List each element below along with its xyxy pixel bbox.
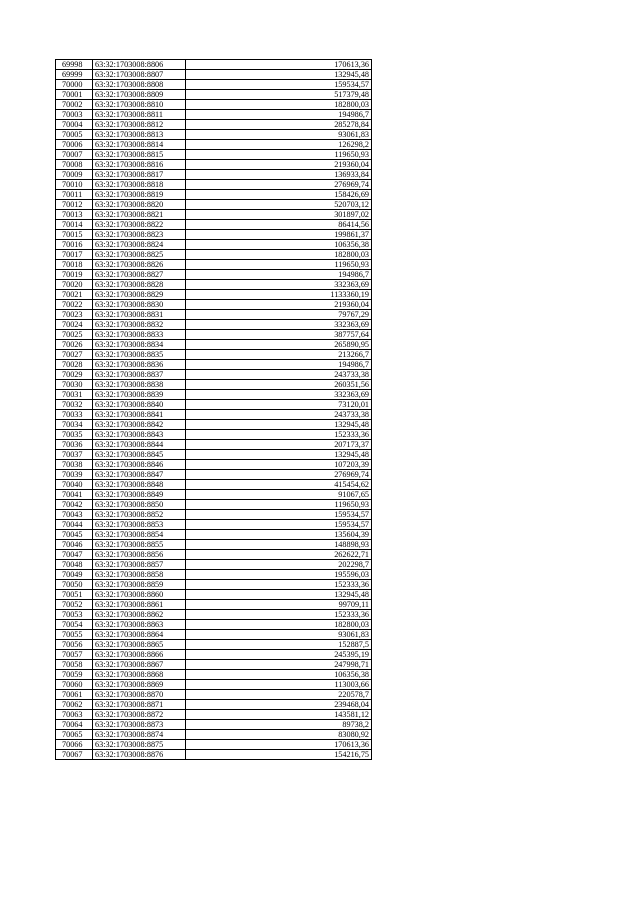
table-row xyxy=(56,230,372,240)
cadastral-number-cell: 63:32:1703008:8810 xyxy=(93,100,186,110)
row-index-cell: 70065 xyxy=(56,730,93,740)
value-cell: 194986,7 xyxy=(186,110,372,120)
value-cell: 387757,64 xyxy=(186,330,372,340)
value-cell: 159534,57 xyxy=(186,510,372,520)
table-row xyxy=(56,150,372,160)
table-row xyxy=(56,480,372,490)
cadastral-number-cell: 63:32:1703008:8824 xyxy=(93,240,186,250)
table-row xyxy=(56,270,372,280)
table-row xyxy=(56,740,372,750)
value-cell: 332363,69 xyxy=(186,280,372,290)
row-index-cell: 70046 xyxy=(56,540,93,550)
cadastral-number-cell: 63:32:1703008:8806 xyxy=(93,60,186,70)
value-cell: 194986,7 xyxy=(186,270,372,280)
value-cell: 148898,93 xyxy=(186,540,372,550)
row-index-cell: 70030 xyxy=(56,380,93,390)
cadastral-number-cell: 63:32:1703008:8867 xyxy=(93,660,186,670)
table-row xyxy=(56,530,372,540)
table-row xyxy=(56,650,372,660)
cadastral-number-cell: 63:32:1703008:8829 xyxy=(93,290,186,300)
value-cell: 143581,12 xyxy=(186,710,372,720)
cadastral-number-cell: 63:32:1703008:8842 xyxy=(93,420,186,430)
cadastral-number-cell: 63:32:1703008:8838 xyxy=(93,380,186,390)
row-index-cell: 70009 xyxy=(56,170,93,180)
value-cell: 107203,39 xyxy=(186,460,372,470)
value-cell: 152333,36 xyxy=(186,580,372,590)
table-row xyxy=(56,70,372,80)
value-cell: 89738,2 xyxy=(186,720,372,730)
table-row xyxy=(56,580,372,590)
table-row xyxy=(56,700,372,710)
row-index-cell: 70061 xyxy=(56,690,93,700)
cadastral-number-cell: 63:32:1703008:8836 xyxy=(93,360,186,370)
row-index-cell: 70054 xyxy=(56,620,93,630)
cadastral-number-cell: 63:32:1703008:8813 xyxy=(93,130,186,140)
row-index-cell: 70026 xyxy=(56,340,93,350)
table-row xyxy=(56,520,372,530)
table-row xyxy=(56,310,372,320)
table-row xyxy=(56,160,372,170)
table-row xyxy=(56,610,372,620)
cadastral-number-cell: 63:32:1703008:8862 xyxy=(93,610,186,620)
table-row xyxy=(56,210,372,220)
cadastral-number-cell: 63:32:1703008:8822 xyxy=(93,220,186,230)
cadastral-number-cell: 63:32:1703008:8876 xyxy=(93,750,186,760)
cadastral-number-cell: 63:32:1703008:8823 xyxy=(93,230,186,240)
value-cell: 136933,84 xyxy=(186,170,372,180)
value-cell: 93061,83 xyxy=(186,130,372,140)
table-row xyxy=(56,420,372,430)
value-cell: 119650,93 xyxy=(186,260,372,270)
value-cell: 202298,7 xyxy=(186,560,372,570)
value-cell: 132945,48 xyxy=(186,450,372,460)
table-row xyxy=(56,570,372,580)
row-index-cell: 70002 xyxy=(56,100,93,110)
row-index-cell: 70025 xyxy=(56,330,93,340)
value-cell: 194986,7 xyxy=(186,360,372,370)
row-index-cell: 70013 xyxy=(56,210,93,220)
table-row xyxy=(56,300,372,310)
value-cell: 262622,71 xyxy=(186,550,372,560)
cadastral-number-cell: 63:32:1703008:8834 xyxy=(93,340,186,350)
row-index-cell: 70020 xyxy=(56,280,93,290)
row-index-cell: 70022 xyxy=(56,300,93,310)
cadastral-number-cell: 63:32:1703008:8827 xyxy=(93,270,186,280)
value-cell: 260351,56 xyxy=(186,380,372,390)
row-index-cell: 70005 xyxy=(56,130,93,140)
row-index-cell: 70023 xyxy=(56,310,93,320)
value-cell: 152887,5 xyxy=(186,640,372,650)
cadastral-number-cell: 63:32:1703008:8808 xyxy=(93,80,186,90)
cadastral-number-cell: 63:32:1703008:8856 xyxy=(93,550,186,560)
cadastral-number-cell: 63:32:1703008:8859 xyxy=(93,580,186,590)
value-cell: 99709,11 xyxy=(186,600,372,610)
value-cell: 182800,03 xyxy=(186,100,372,110)
table-row xyxy=(56,120,372,130)
value-cell: 520703,12 xyxy=(186,200,372,210)
row-index-cell: 70038 xyxy=(56,460,93,470)
table-row xyxy=(56,60,372,70)
value-cell: 276969,74 xyxy=(186,470,372,480)
row-index-cell: 70011 xyxy=(56,190,93,200)
value-cell: 106356,38 xyxy=(186,670,372,680)
value-cell: 91067,65 xyxy=(186,490,372,500)
row-index-cell: 70015 xyxy=(56,230,93,240)
value-cell: 159534,57 xyxy=(186,80,372,90)
value-cell: 152333,36 xyxy=(186,610,372,620)
cadastral-number-cell: 63:32:1703008:8875 xyxy=(93,740,186,750)
cadastral-value-table xyxy=(55,59,372,760)
row-index-cell: 70064 xyxy=(56,720,93,730)
cadastral-number-cell: 63:32:1703008:8830 xyxy=(93,300,186,310)
row-index-cell: 70008 xyxy=(56,160,93,170)
cadastral-number-cell: 63:32:1703008:8816 xyxy=(93,160,186,170)
value-cell: 132945,48 xyxy=(186,590,372,600)
table-row xyxy=(56,180,372,190)
row-index-cell: 70066 xyxy=(56,740,93,750)
table-row xyxy=(56,710,372,720)
cadastral-number-cell: 63:32:1703008:8835 xyxy=(93,350,186,360)
table-row xyxy=(56,330,372,340)
row-index-cell: 70037 xyxy=(56,450,93,460)
row-index-cell: 70047 xyxy=(56,550,93,560)
table-row xyxy=(56,450,372,460)
value-cell: 135604,39 xyxy=(186,530,372,540)
cadastral-number-cell: 63:32:1703008:8863 xyxy=(93,620,186,630)
cadastral-number-cell: 63:32:1703008:8814 xyxy=(93,140,186,150)
cadastral-number-cell: 63:32:1703008:8809 xyxy=(93,90,186,100)
cadastral-number-cell: 63:32:1703008:8849 xyxy=(93,490,186,500)
row-index-cell: 70052 xyxy=(56,600,93,610)
table-row xyxy=(56,190,372,200)
table-row xyxy=(56,470,372,480)
cadastral-number-cell: 63:32:1703008:8853 xyxy=(93,520,186,530)
row-index-cell: 70059 xyxy=(56,670,93,680)
row-index-cell: 70042 xyxy=(56,500,93,510)
cadastral-number-cell: 63:32:1703008:8811 xyxy=(93,110,186,120)
table-row xyxy=(56,590,372,600)
table-row xyxy=(56,200,372,210)
row-index-cell: 70036 xyxy=(56,440,93,450)
row-index-cell: 69998 xyxy=(56,60,93,70)
table-row xyxy=(56,690,372,700)
cadastral-number-cell: 63:32:1703008:8866 xyxy=(93,650,186,660)
cadastral-number-cell: 63:32:1703008:8847 xyxy=(93,470,186,480)
table-row xyxy=(56,410,372,420)
row-index-cell: 70012 xyxy=(56,200,93,210)
table-row xyxy=(56,510,372,520)
table-row xyxy=(56,170,372,180)
row-index-cell: 70027 xyxy=(56,350,93,360)
table-row xyxy=(56,360,372,370)
cadastral-number-cell: 63:32:1703008:8852 xyxy=(93,510,186,520)
value-cell: 73120,01 xyxy=(186,400,372,410)
row-index-cell: 70003 xyxy=(56,110,93,120)
table-row xyxy=(56,680,372,690)
table-row xyxy=(56,400,372,410)
value-cell: 243733,38 xyxy=(186,410,372,420)
cadastral-number-cell: 63:32:1703008:8873 xyxy=(93,720,186,730)
row-index-cell: 70050 xyxy=(56,580,93,590)
cadastral-number-cell: 63:32:1703008:8850 xyxy=(93,500,186,510)
value-cell: 106356,38 xyxy=(186,240,372,250)
cadastral-number-cell: 63:32:1703008:8819 xyxy=(93,190,186,200)
row-index-cell: 70021 xyxy=(56,290,93,300)
table-row xyxy=(56,550,372,560)
value-cell: 247998,71 xyxy=(186,660,372,670)
cadastral-number-cell: 63:32:1703008:8821 xyxy=(93,210,186,220)
row-index-cell: 70007 xyxy=(56,150,93,160)
cadastral-number-cell: 63:32:1703008:8840 xyxy=(93,400,186,410)
value-cell: 159534,57 xyxy=(186,520,372,530)
value-cell: 86414,56 xyxy=(186,220,372,230)
cadastral-number-cell: 63:32:1703008:8837 xyxy=(93,370,186,380)
value-cell: 93061,83 xyxy=(186,630,372,640)
table-row xyxy=(56,670,372,680)
row-index-cell: 70045 xyxy=(56,530,93,540)
row-index-cell: 70032 xyxy=(56,400,93,410)
cadastral-number-cell: 63:32:1703008:8872 xyxy=(93,710,186,720)
table-row xyxy=(56,350,372,360)
value-cell: 195596,03 xyxy=(186,570,372,580)
table-row xyxy=(56,80,372,90)
table-row xyxy=(56,110,372,120)
cadastral-number-cell: 63:32:1703008:8865 xyxy=(93,640,186,650)
table-row xyxy=(56,260,372,270)
value-cell: 219360,04 xyxy=(186,300,372,310)
table-row xyxy=(56,720,372,730)
cadastral-number-cell: 63:32:1703008:8855 xyxy=(93,540,186,550)
table-row xyxy=(56,320,372,330)
row-index-cell: 70024 xyxy=(56,320,93,330)
row-index-cell: 70014 xyxy=(56,220,93,230)
row-index-cell: 70043 xyxy=(56,510,93,520)
value-cell: 113003,66 xyxy=(186,680,372,690)
table-row xyxy=(56,440,372,450)
cadastral-number-cell: 63:32:1703008:8858 xyxy=(93,570,186,580)
row-index-cell: 70060 xyxy=(56,680,93,690)
value-cell: 245395,19 xyxy=(186,650,372,660)
cadastral-number-cell: 63:32:1703008:8826 xyxy=(93,260,186,270)
row-index-cell: 70057 xyxy=(56,650,93,660)
table-row xyxy=(56,390,372,400)
table-row xyxy=(56,370,372,380)
cadastral-number-cell: 63:32:1703008:8831 xyxy=(93,310,186,320)
row-index-cell: 70001 xyxy=(56,90,93,100)
table-row xyxy=(56,630,372,640)
value-cell: 158426,69 xyxy=(186,190,372,200)
table-row xyxy=(56,730,372,740)
value-cell: 199861,37 xyxy=(186,230,372,240)
value-cell: 239468,04 xyxy=(186,700,372,710)
row-index-cell: 70017 xyxy=(56,250,93,260)
row-index-cell: 70051 xyxy=(56,590,93,600)
value-cell: 276969,74 xyxy=(186,180,372,190)
table-body xyxy=(56,60,372,760)
table-row xyxy=(56,540,372,550)
value-cell: 220578,7 xyxy=(186,690,372,700)
row-index-cell: 70055 xyxy=(56,630,93,640)
table-row xyxy=(56,750,372,760)
cadastral-number-cell: 63:32:1703008:8869 xyxy=(93,680,186,690)
row-index-cell: 70006 xyxy=(56,140,93,150)
value-cell: 415454,62 xyxy=(186,480,372,490)
table-row xyxy=(56,560,372,570)
table-row xyxy=(56,220,372,230)
value-cell: 126298,2 xyxy=(186,140,372,150)
value-cell: 207173,37 xyxy=(186,440,372,450)
table-row xyxy=(56,100,372,110)
value-cell: 132945,48 xyxy=(186,420,372,430)
table-row xyxy=(56,460,372,470)
value-cell: 154216,75 xyxy=(186,750,372,760)
cadastral-number-cell: 63:32:1703008:8841 xyxy=(93,410,186,420)
table-row xyxy=(56,600,372,610)
row-index-cell: 70034 xyxy=(56,420,93,430)
row-index-cell: 70004 xyxy=(56,120,93,130)
cadastral-number-cell: 63:32:1703008:8817 xyxy=(93,170,186,180)
row-index-cell: 70033 xyxy=(56,410,93,420)
table-row xyxy=(56,380,372,390)
table-row xyxy=(56,240,372,250)
cadastral-number-cell: 63:32:1703008:8839 xyxy=(93,390,186,400)
cadastral-number-cell: 63:32:1703008:8871 xyxy=(93,700,186,710)
cadastral-number-cell: 63:32:1703008:8860 xyxy=(93,590,186,600)
value-cell: 182800,03 xyxy=(186,620,372,630)
table-row xyxy=(56,130,372,140)
value-cell: 182800,03 xyxy=(186,250,372,260)
cadastral-number-cell: 63:32:1703008:8857 xyxy=(93,560,186,570)
cadastral-number-cell: 63:32:1703008:8845 xyxy=(93,450,186,460)
row-index-cell: 70031 xyxy=(56,390,93,400)
table-row xyxy=(56,250,372,260)
value-cell: 79767,29 xyxy=(186,310,372,320)
cadastral-number-cell: 63:32:1703008:8843 xyxy=(93,430,186,440)
cadastral-number-cell: 63:32:1703008:8833 xyxy=(93,330,186,340)
value-cell: 132945,48 xyxy=(186,70,372,80)
value-cell: 332363,69 xyxy=(186,320,372,330)
row-index-cell: 70044 xyxy=(56,520,93,530)
cadastral-number-cell: 63:32:1703008:8820 xyxy=(93,200,186,210)
value-cell: 170613,36 xyxy=(186,740,372,750)
row-index-cell: 69999 xyxy=(56,70,93,80)
value-cell: 83080,92 xyxy=(186,730,372,740)
table-row xyxy=(56,660,372,670)
cadastral-number-cell: 63:32:1703008:8815 xyxy=(93,150,186,160)
cadastral-number-cell: 63:32:1703008:8818 xyxy=(93,180,186,190)
row-index-cell: 70058 xyxy=(56,660,93,670)
row-index-cell: 70056 xyxy=(56,640,93,650)
value-cell: 265890,95 xyxy=(186,340,372,350)
row-index-cell: 70067 xyxy=(56,750,93,760)
cadastral-number-cell: 63:32:1703008:8832 xyxy=(93,320,186,330)
value-cell: 119650,93 xyxy=(186,150,372,160)
cadastral-number-cell: 63:32:1703008:8861 xyxy=(93,600,186,610)
row-index-cell: 70018 xyxy=(56,260,93,270)
cadastral-number-cell: 63:32:1703008:8807 xyxy=(93,70,186,80)
value-cell: 1133360,19 xyxy=(186,290,372,300)
cadastral-number-cell: 63:32:1703008:8870 xyxy=(93,690,186,700)
value-cell: 152333,36 xyxy=(186,430,372,440)
cadastral-number-cell: 63:32:1703008:8868 xyxy=(93,670,186,680)
table-row xyxy=(56,620,372,630)
table-row xyxy=(56,430,372,440)
cadastral-number-cell: 63:32:1703008:8854 xyxy=(93,530,186,540)
row-index-cell: 70063 xyxy=(56,710,93,720)
row-index-cell: 70041 xyxy=(56,490,93,500)
value-cell: 243733,38 xyxy=(186,370,372,380)
cadastral-number-cell: 63:32:1703008:8812 xyxy=(93,120,186,130)
cadastral-number-cell: 63:32:1703008:8864 xyxy=(93,630,186,640)
cadastral-number-cell: 63:32:1703008:8874 xyxy=(93,730,186,740)
cadastral-number-cell: 63:32:1703008:8828 xyxy=(93,280,186,290)
value-cell: 285278,84 xyxy=(186,120,372,130)
cadastral-number-cell: 63:32:1703008:8844 xyxy=(93,440,186,450)
row-index-cell: 70028 xyxy=(56,360,93,370)
row-index-cell: 70035 xyxy=(56,430,93,440)
table-row xyxy=(56,90,372,100)
row-index-cell: 70000 xyxy=(56,80,93,90)
value-cell: 170613,36 xyxy=(186,60,372,70)
row-index-cell: 70029 xyxy=(56,370,93,380)
value-cell: 332363,69 xyxy=(186,390,372,400)
table-row xyxy=(56,290,372,300)
row-index-cell: 70040 xyxy=(56,480,93,490)
table-row xyxy=(56,490,372,500)
row-index-cell: 70016 xyxy=(56,240,93,250)
row-index-cell: 70019 xyxy=(56,270,93,280)
table-row xyxy=(56,280,372,290)
value-cell: 213266,7 xyxy=(186,350,372,360)
value-cell: 119650,93 xyxy=(186,500,372,510)
cadastral-number-cell: 63:32:1703008:8825 xyxy=(93,250,186,260)
row-index-cell: 70053 xyxy=(56,610,93,620)
row-index-cell: 70010 xyxy=(56,180,93,190)
table-row xyxy=(56,340,372,350)
table-row xyxy=(56,500,372,510)
cadastral-number-cell: 63:32:1703008:8848 xyxy=(93,480,186,490)
value-cell: 219360,04 xyxy=(186,160,372,170)
table-row xyxy=(56,140,372,150)
table-row xyxy=(56,640,372,650)
row-index-cell: 70062 xyxy=(56,700,93,710)
value-cell: 517379,48 xyxy=(186,90,372,100)
row-index-cell: 70049 xyxy=(56,570,93,580)
row-index-cell: 70039 xyxy=(56,470,93,480)
value-cell: 301897,02 xyxy=(186,210,372,220)
cadastral-number-cell: 63:32:1703008:8846 xyxy=(93,460,186,470)
row-index-cell: 70048 xyxy=(56,560,93,570)
